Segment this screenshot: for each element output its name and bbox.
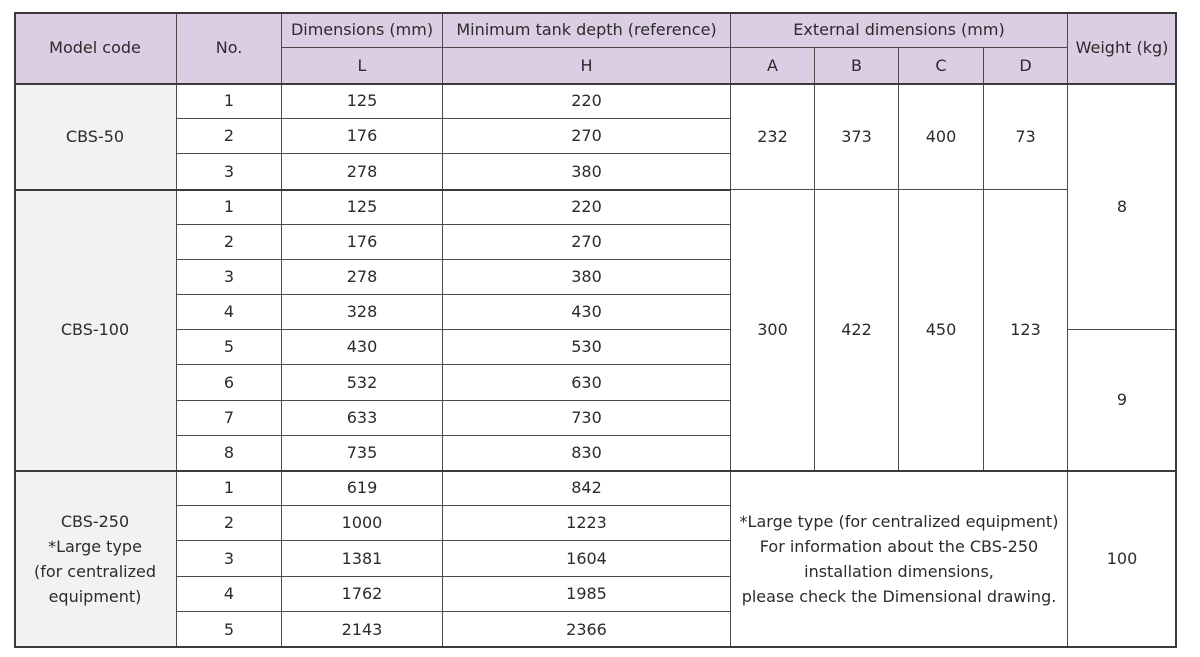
note-line: *Large type (for centralized equipment) bbox=[739, 512, 1059, 531]
cell-no: 5 bbox=[177, 330, 282, 365]
header-external-c: C bbox=[899, 48, 984, 84]
cell-h: 270 bbox=[443, 225, 731, 260]
header-min-tank-depth: Minimum tank depth (reference) bbox=[443, 12, 731, 48]
cell-weight: 9 bbox=[1068, 330, 1177, 471]
note-line: For information about the CBS-250 bbox=[759, 537, 1039, 556]
header-external-d: D bbox=[984, 48, 1068, 84]
cell-l: 125 bbox=[282, 84, 443, 119]
cell-no: 1 bbox=[177, 471, 282, 506]
cell-external-d: 123 bbox=[984, 190, 1068, 471]
header-dimensions: Dimensions (mm) bbox=[282, 12, 443, 48]
cell-no: 4 bbox=[177, 295, 282, 330]
cell-no: 7 bbox=[177, 401, 282, 436]
cell-l: 278 bbox=[282, 260, 443, 295]
model-cell-cbs-50: CBS-50 bbox=[14, 84, 177, 190]
model-cell-cbs-100: CBS-100 bbox=[14, 190, 177, 471]
cell-h: 380 bbox=[443, 154, 731, 190]
cell-l: 278 bbox=[282, 154, 443, 190]
cell-h: 220 bbox=[443, 190, 731, 225]
header-weight: Weight (kg) bbox=[1068, 12, 1177, 84]
note-line: installation dimensions, bbox=[804, 562, 994, 581]
cell-l: 2143 bbox=[282, 612, 443, 648]
cell-no: 5 bbox=[177, 612, 282, 648]
cell-l: 633 bbox=[282, 401, 443, 436]
model-note: equipment) bbox=[48, 587, 142, 606]
cell-no: 3 bbox=[177, 154, 282, 190]
header-external-a: A bbox=[731, 48, 815, 84]
cell-no: 1 bbox=[177, 190, 282, 225]
cell-h: 380 bbox=[443, 260, 731, 295]
cell-l: 735 bbox=[282, 436, 443, 471]
header-min-tank-depth-h: H bbox=[443, 48, 731, 84]
cell-no: 4 bbox=[177, 577, 282, 612]
cell-l: 619 bbox=[282, 471, 443, 506]
note-line: please check the Dimensional drawing. bbox=[741, 587, 1057, 606]
cell-l: 1762 bbox=[282, 577, 443, 612]
cell-l: 430 bbox=[282, 330, 443, 365]
cell-h: 830 bbox=[443, 436, 731, 471]
cell-h: 630 bbox=[443, 365, 731, 401]
cell-no: 2 bbox=[177, 225, 282, 260]
cell-weight: 8 bbox=[1068, 84, 1177, 330]
header-external-b: B bbox=[815, 48, 899, 84]
cell-external-c: 450 bbox=[899, 190, 984, 471]
cell-no: 6 bbox=[177, 365, 282, 401]
cell-external-c: 400 bbox=[899, 84, 984, 190]
group-divider bbox=[14, 470, 1177, 472]
cell-weight: 100 bbox=[1068, 471, 1177, 648]
cell-no: 1 bbox=[177, 84, 282, 119]
cell-no: 2 bbox=[177, 506, 282, 541]
cell-h: 430 bbox=[443, 295, 731, 330]
cell-external-a: 232 bbox=[731, 84, 815, 190]
cell-external-d: 73 bbox=[984, 84, 1068, 190]
cell-no: 3 bbox=[177, 260, 282, 295]
cell-external-b: 373 bbox=[815, 84, 899, 190]
cell-h: 1223 bbox=[443, 506, 731, 541]
cell-h: 1604 bbox=[443, 541, 731, 577]
cell-h: 270 bbox=[443, 119, 731, 154]
cell-l: 125 bbox=[282, 190, 443, 225]
cell-l: 1381 bbox=[282, 541, 443, 577]
model-note: (for centralized bbox=[33, 562, 157, 581]
model-note: *Large type bbox=[48, 537, 142, 556]
model-name: CBS-250 bbox=[60, 512, 130, 531]
header-external-dimensions: External dimensions (mm) bbox=[731, 12, 1068, 48]
model-cell-cbs-250 bbox=[14, 471, 177, 648]
cell-h: 1985 bbox=[443, 577, 731, 612]
cell-no: 2 bbox=[177, 119, 282, 154]
cell-l: 532 bbox=[282, 365, 443, 401]
cell-h: 2366 bbox=[443, 612, 731, 648]
header-dimensions-l: L bbox=[282, 48, 443, 84]
cell-no: 3 bbox=[177, 541, 282, 577]
cell-no: 8 bbox=[177, 436, 282, 471]
cell-l: 176 bbox=[282, 119, 443, 154]
group-divider bbox=[14, 189, 731, 191]
header-divider bbox=[14, 83, 1177, 85]
cell-h: 530 bbox=[443, 330, 731, 365]
cell-h: 842 bbox=[443, 471, 731, 506]
cell-external-a: 300 bbox=[731, 190, 815, 471]
cell-h: 220 bbox=[443, 84, 731, 119]
cell-l: 176 bbox=[282, 225, 443, 260]
cbs-250-note bbox=[731, 471, 1068, 648]
header-model-code: Model code bbox=[14, 12, 177, 84]
header-no: No. bbox=[177, 12, 282, 84]
cell-external-b: 422 bbox=[815, 190, 899, 471]
cell-l: 1000 bbox=[282, 506, 443, 541]
cell-l: 328 bbox=[282, 295, 443, 330]
cell-h: 730 bbox=[443, 401, 731, 436]
